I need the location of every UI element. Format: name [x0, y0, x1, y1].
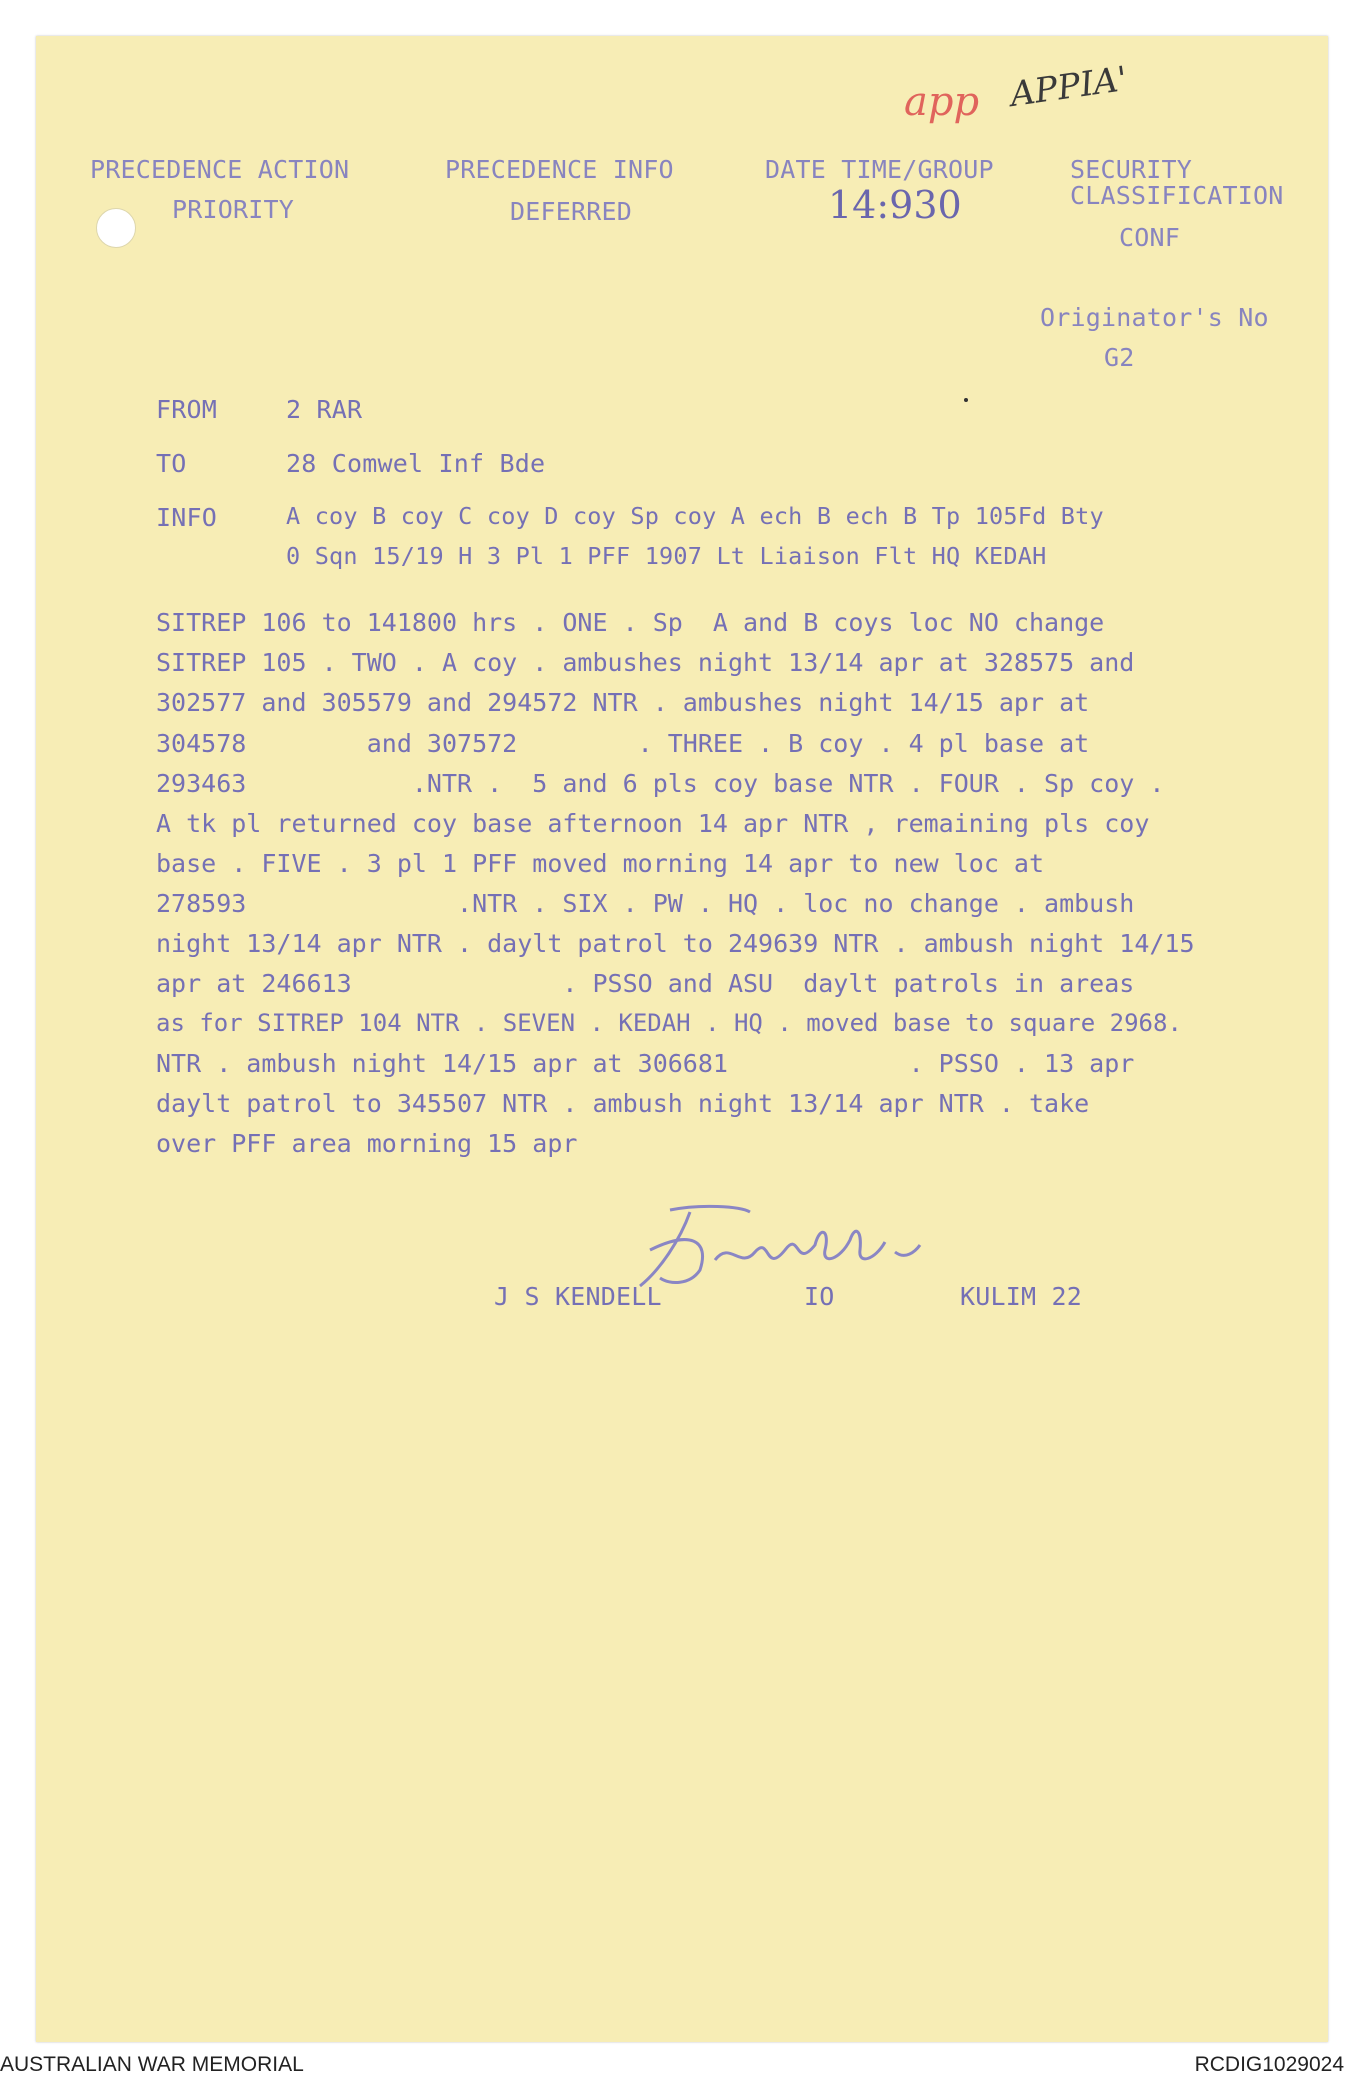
security-label-line2: CLASSIFICATION	[1070, 181, 1284, 210]
security-label-line1: SECURITY	[1070, 155, 1193, 184]
message-form-sheet	[36, 36, 1328, 2042]
info-label: INFO	[156, 503, 218, 532]
to-label: TO	[156, 449, 187, 478]
handwritten-annotation-pencil: APPIA'	[1007, 59, 1130, 115]
message-line: A tk pl returned coy base afternoon 14 apr NTR , remaining pls coy	[156, 809, 1150, 838]
message-line: 293463 .NTR . 5 and 6 pls coy base NTR . FOUR . Sp coy .	[156, 769, 1165, 798]
precedence-action-value: PRIORITY	[172, 195, 295, 224]
archive-credit: AUSTRALIAN WAR MEMORIAL	[0, 2053, 304, 2076]
message-line: 302577 and 305579 and 294572 NTR . ambushes night 14/15 apr at	[156, 688, 1090, 717]
punch-hole	[96, 208, 136, 248]
signatory-name: J S KENDELL	[494, 1282, 662, 1311]
from-value: 2 RAR	[286, 395, 363, 424]
pencil-dot	[964, 398, 968, 402]
from-label: FROM	[156, 395, 218, 424]
message-line: over PFF area morning 15 apr	[156, 1129, 578, 1158]
message-line: NTR . ambush night 14/15 apr at 306681 . PSSO . 13 apr	[156, 1049, 1135, 1078]
originators-no-value: G2	[1104, 343, 1135, 372]
message-line: as for SITREP 104 NTR . SEVEN . KEDAH . HQ . moved base to square 2968.	[156, 1009, 1182, 1037]
to-value: 28 Comwel Inf Bde	[286, 449, 546, 478]
originators-no-label: Originator's No	[1040, 303, 1269, 332]
signatory-appointment: IO	[804, 1282, 835, 1311]
info-addressees-line1: A coy B coy C coy D coy Sp coy A ech B ech B Tp 105Fd Bty	[286, 502, 1104, 530]
date-time-group-label: DATE TIME/GROUP	[765, 155, 994, 184]
precedence-info-value: DEFERRED	[510, 197, 633, 226]
message-line: base . FIVE . 3 pl 1 PFF moved morning 14 apr to new loc at	[156, 849, 1045, 878]
security-classification-value: CONF	[1119, 223, 1181, 252]
date-time-group-value: 14:930	[828, 183, 962, 227]
message-line: 304578 and 307572 . THREE . B coy . 4 pl base at	[156, 729, 1090, 758]
message-line: SITREP 105 . TWO . A coy . ambushes night 13/14 apr at 328575 and	[156, 648, 1135, 677]
message-line: night 13/14 apr NTR . daylt patrol to 249639 NTR . ambush night 14/15	[156, 929, 1195, 958]
archive-item-id: RCDIG1029024	[1194, 2053, 1344, 2076]
message-line: apr at 246613 . PSSO and ASU daylt patrols in areas	[156, 969, 1135, 998]
handwritten-annotation-red: app	[904, 79, 980, 125]
message-line: SITREP 106 to 141800 hrs . ONE . Sp A and B coys loc NO change	[156, 608, 1105, 637]
info-addressees-line2: 0 Sqn 15/19 H 3 Pl 1 PFF 1907 Lt Liaison Flt HQ KEDAH	[286, 542, 1047, 570]
precedence-info-label: PRECEDENCE INFO	[445, 155, 674, 184]
message-line: daylt patrol to 345507 NTR . ambush night 13/14 apr NTR . take	[156, 1089, 1090, 1118]
handwritten-signature	[630, 1190, 950, 1300]
message-line: 278593 .NTR . SIX . PW . HQ . loc no change . ambush	[156, 889, 1135, 918]
precedence-action-label: PRECEDENCE ACTION	[90, 155, 350, 184]
signatory-telephone: KULIM 22	[960, 1282, 1083, 1311]
